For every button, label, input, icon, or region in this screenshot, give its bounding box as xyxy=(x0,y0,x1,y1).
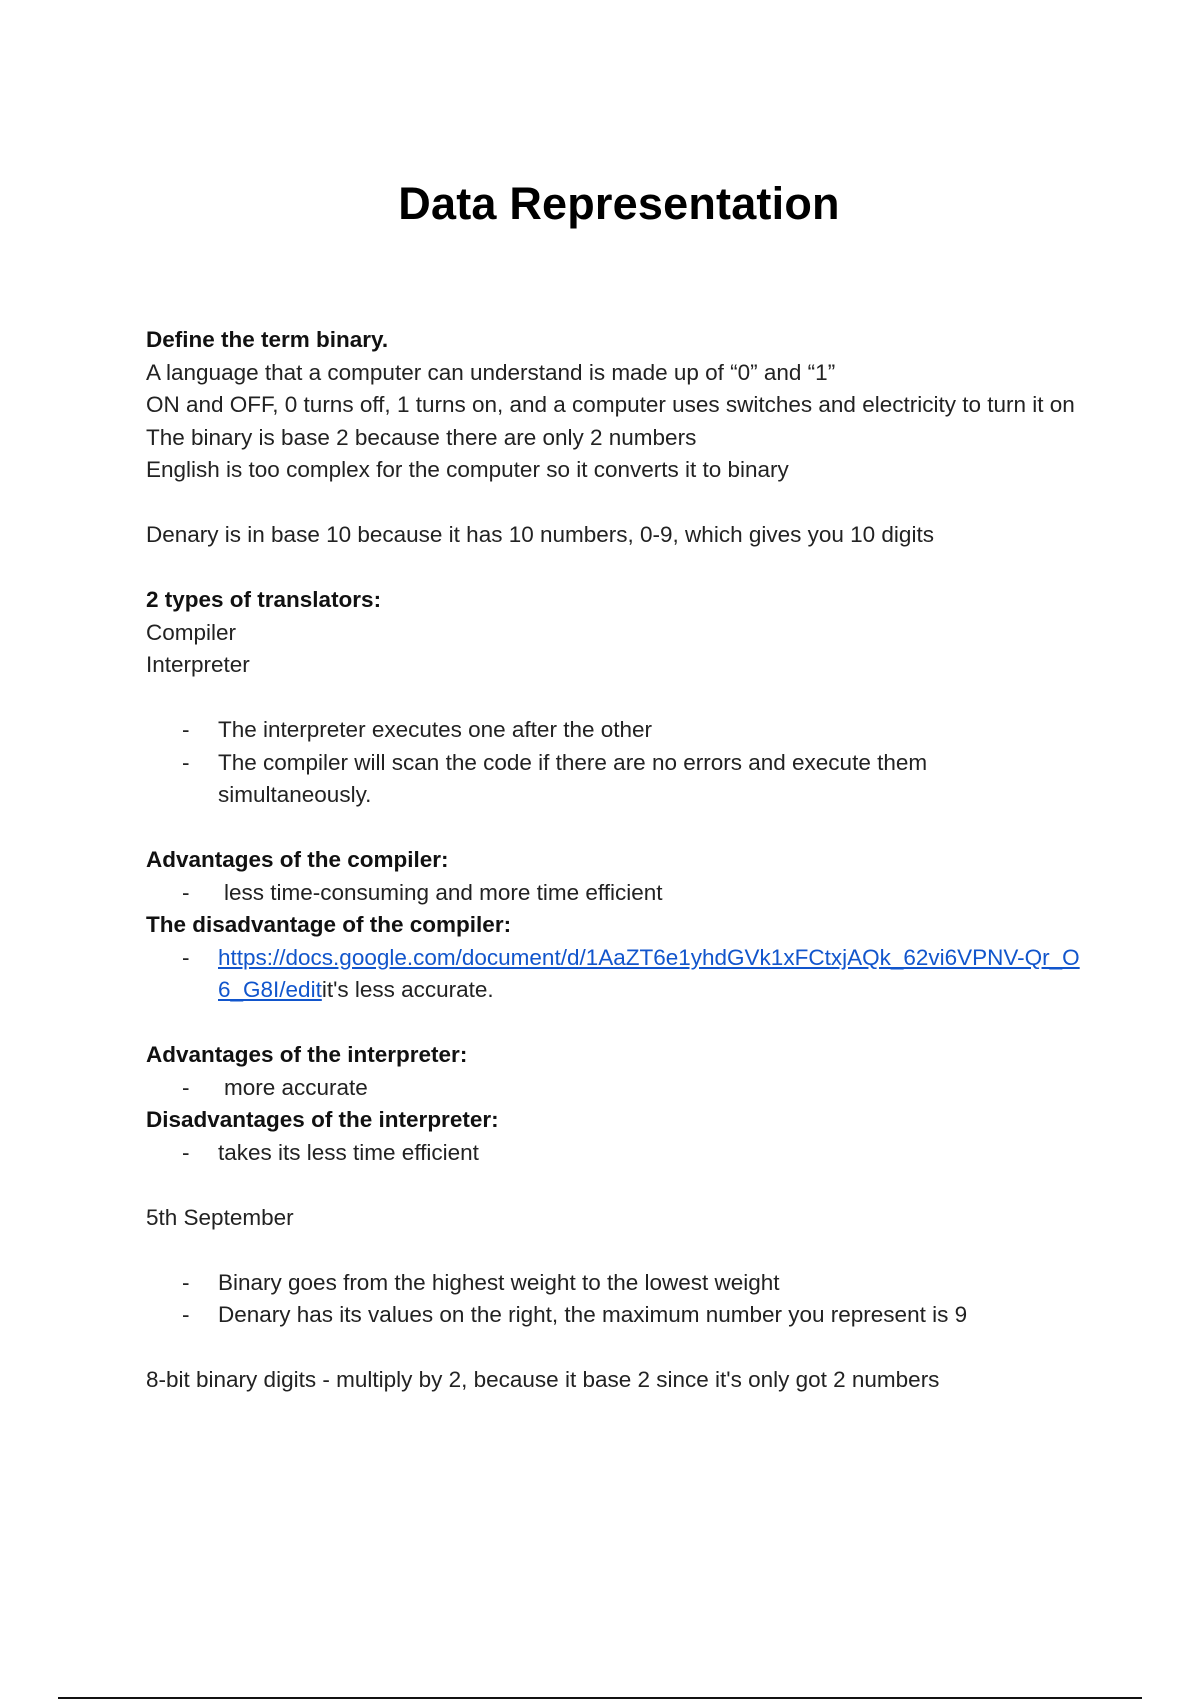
binary-line-1: A language that a computer can understand is made up of “0” and “1” xyxy=(146,359,836,385)
document-body xyxy=(146,324,1086,1397)
binary-line-2: ON and OFF, 0 turns off, 1 turns on, and a computer uses switches and electricity to turn it on xyxy=(146,392,1075,417)
list-item xyxy=(146,747,1086,812)
translator-bullet-1: The interpreter executes one after the other xyxy=(218,717,653,742)
september-bullet-1: Binary goes from the highest weight to the lowest weight xyxy=(218,1269,780,1295)
page-title: Data Representation xyxy=(398,178,840,229)
list-item xyxy=(146,1299,1086,1332)
list-item xyxy=(146,1267,1086,1300)
bullet-dash: - xyxy=(182,1302,190,1327)
translator-interpreter: Interpreter xyxy=(146,652,250,677)
bullet-dash: - xyxy=(182,1139,190,1165)
binary-line-4: English is too complex for the computer so it converts it to binary xyxy=(146,457,789,482)
compiler-advantages-heading: Advantages of the compiler: xyxy=(146,847,449,872)
bullet-dash: - xyxy=(182,944,190,970)
eight-bit-line: 8-bit binary digits - multiply by 2, because it base 2 since it's only got 2 numbers xyxy=(146,1367,940,1392)
interpreter-advantages-heading: Advantages of the interpreter: xyxy=(146,1042,468,1067)
bullet-dash: - xyxy=(182,879,190,905)
denary-line: Denary is in base 10 because it has 10 numbers, 0-9, which gives you 10 digits xyxy=(146,522,934,547)
document-link[interactable]: https://docs.google.com/document/d/1AaZT6e1yhdGVk1xFCtxjAQk_62vi6VPNV-Qr_O6_G8I/edit xyxy=(218,944,1080,1002)
bullet-dash: - xyxy=(182,749,190,775)
page-divider xyxy=(58,1697,1142,1699)
translators-heading: 2 types of translators: xyxy=(146,587,382,612)
binary-line-3: The binary is base 2 because there are only 2 numbers xyxy=(146,424,697,450)
list-item xyxy=(146,877,1086,910)
date-line: 5th September xyxy=(146,1204,294,1230)
list-item xyxy=(146,1137,1086,1170)
september-bullet-2: Denary has its values on the right, the maximum number you represent is 9 xyxy=(218,1302,968,1327)
list-item xyxy=(146,714,1086,747)
list-item xyxy=(146,1072,1086,1105)
list-item xyxy=(146,942,1086,1007)
bullet-dash: - xyxy=(182,1269,190,1295)
interpreter-disadvantage-item: takes its less time efficient xyxy=(218,1139,479,1165)
translator-bullet-2: The compiler will scan the code if there are no errors and execute them simultaneously. xyxy=(218,749,928,807)
compiler-disadvantage-heading: The disadvantage of the compiler: xyxy=(146,912,512,937)
bullet-dash: - xyxy=(182,1074,190,1100)
compiler-disadvantage-text: it's less accurate. xyxy=(321,977,494,1002)
bullet-dash: - xyxy=(182,717,190,742)
compiler-advantage-item: less time-consuming and more time efficient xyxy=(224,879,663,905)
interpreter-disadvantages-heading: Disadvantages of the interpreter: xyxy=(146,1107,499,1132)
interpreter-advantage-item: more accurate xyxy=(224,1074,368,1100)
translator-compiler: Compiler xyxy=(146,619,237,645)
binary-heading: Define the term binary. xyxy=(146,327,389,352)
